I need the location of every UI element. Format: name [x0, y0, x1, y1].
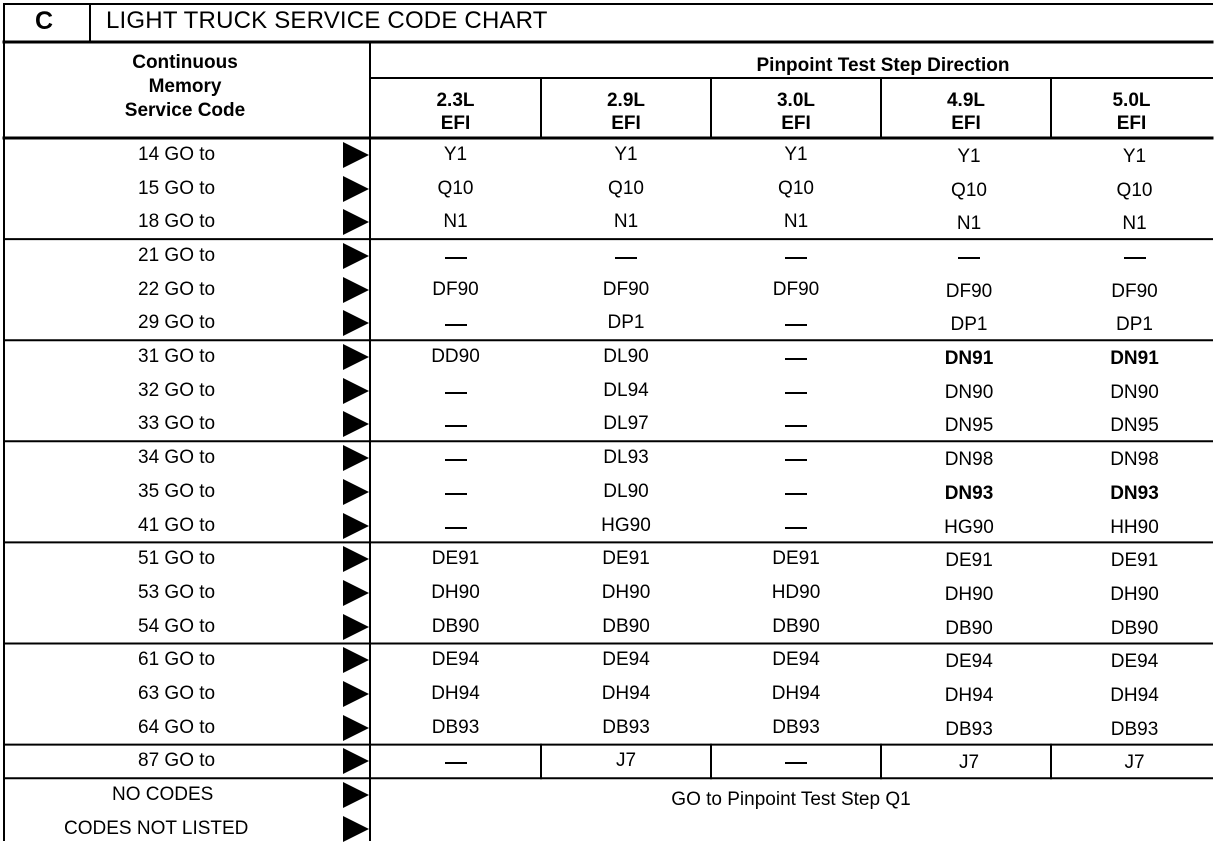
- not-applicable-dash: [785, 425, 807, 427]
- direction-arrow-icon: [343, 782, 369, 808]
- direction-arrow-icon: [343, 142, 369, 168]
- dash-mark: [785, 392, 807, 394]
- not-applicable-dash: [785, 324, 807, 326]
- test-step-value: HD90: [771, 581, 821, 603]
- dash-mark: [785, 459, 807, 461]
- test-step-value: N1: [783, 211, 809, 233]
- direction-arrow-icon: [343, 479, 369, 505]
- test-step-value: DN90: [1110, 381, 1159, 403]
- service-code-label: 51 GO to: [138, 548, 216, 570]
- test-step-value: Q10: [778, 177, 814, 199]
- service-code-label: 31 GO to: [138, 346, 216, 368]
- direction-arrow-icon: [343, 411, 369, 437]
- test-step-value: DN91: [944, 348, 994, 370]
- not-applicable-dash: [785, 358, 807, 360]
- dash-mark: [445, 392, 467, 394]
- dash-mark: [445, 324, 467, 326]
- header-pinpoint-direction: Pinpoint Test Step Direction: [756, 55, 1010, 76]
- header-service-code: Service Code: [124, 100, 246, 121]
- dash-mark: [785, 324, 807, 326]
- dash-mark: [445, 527, 467, 529]
- test-step-value: DN95: [1110, 415, 1159, 437]
- test-step-value: DB93: [602, 716, 650, 738]
- service-code-label: 64 GO to: [138, 716, 216, 738]
- dash-mark: [445, 257, 467, 259]
- dash-mark: [615, 257, 637, 259]
- test-step-value: DE94: [1110, 651, 1159, 673]
- test-step-value: J7: [615, 750, 637, 772]
- test-step-value: DH90: [601, 581, 651, 603]
- service-code-label: 34 GO to: [138, 447, 216, 469]
- test-step-value: DP1: [607, 312, 645, 334]
- direction-arrow-icon: [343, 614, 369, 640]
- chart-letter: C: [35, 7, 54, 35]
- test-step-value: DL90: [603, 480, 649, 502]
- direction-arrow-icon: [343, 378, 369, 404]
- direction-arrow-icon: [343, 681, 369, 707]
- test-step-value: HH90: [1110, 516, 1159, 538]
- service-code-label: 41 GO to: [138, 514, 216, 536]
- footer-note: GO to Pinpoint Test Step Q1: [671, 789, 911, 811]
- test-step-value: DE91: [1110, 550, 1159, 572]
- direction-arrow-icon: [343, 310, 369, 336]
- direction-arrow-icon: [343, 176, 369, 202]
- not-applicable-dash: [445, 493, 467, 495]
- test-step-value: DE91: [431, 548, 480, 570]
- test-step-value: J7: [958, 752, 980, 774]
- test-step-value: DB93: [945, 718, 993, 740]
- test-step-value: DH90: [431, 581, 480, 603]
- engine-size-2: 3.0L: [776, 90, 816, 111]
- engine-size-3: 4.9L: [946, 90, 986, 111]
- test-step-value: DB90: [772, 615, 820, 637]
- test-step-value: Y1: [957, 145, 981, 167]
- test-step-value: Y1: [614, 143, 638, 165]
- service-code-label: 63 GO to: [138, 683, 216, 705]
- test-step-value: HG90: [944, 516, 994, 538]
- not-applicable-dash: [445, 762, 467, 764]
- test-step-value: DF90: [945, 280, 993, 302]
- engine-size-0: 2.3L: [436, 90, 475, 111]
- test-step-value: Q10: [437, 177, 474, 199]
- test-step-value: DB93: [1110, 718, 1159, 740]
- test-step-value: DB90: [431, 615, 480, 637]
- test-step-value: DB93: [431, 716, 480, 738]
- dash-mark: [785, 493, 807, 495]
- not-applicable-dash: [1124, 257, 1146, 259]
- test-step-value: DE94: [945, 651, 993, 673]
- not-applicable-dash: [785, 459, 807, 461]
- dash-mark: [445, 425, 467, 427]
- service-code-label: 35 GO to: [138, 480, 216, 502]
- test-step-value: Q10: [951, 179, 987, 201]
- test-step-value: DE94: [602, 649, 650, 671]
- not-applicable-dash: [445, 392, 467, 394]
- test-step-value: Q10: [608, 177, 644, 199]
- service-code-label: 22 GO to: [138, 278, 216, 300]
- not-applicable-dash: [785, 762, 807, 764]
- test-step-value: DP1: [1116, 314, 1153, 336]
- test-step-value: Q10: [1116, 179, 1153, 201]
- service-code-label: 14 GO to: [138, 143, 216, 165]
- test-step-value: DE91: [772, 548, 820, 570]
- test-step-value: DL90: [603, 346, 649, 368]
- test-step-value: DN93: [944, 482, 994, 504]
- test-step-value: DF90: [772, 278, 820, 300]
- test-step-value: DE94: [431, 649, 480, 671]
- direction-arrow-icon: [343, 445, 369, 471]
- test-step-value: DD90: [431, 346, 480, 368]
- test-step-value: DN93: [1110, 482, 1159, 504]
- test-step-value: DF90: [432, 278, 479, 300]
- engine-type-0: EFI: [440, 113, 471, 134]
- dash-mark: [785, 257, 807, 259]
- test-step-value: DP1: [950, 314, 988, 336]
- test-step-value: DB90: [1110, 617, 1159, 639]
- engine-type-3: EFI: [951, 113, 981, 134]
- test-step-value: Y1: [784, 143, 808, 165]
- service-code-label: 33 GO to: [138, 413, 216, 435]
- test-step-value: DB90: [602, 615, 650, 637]
- service-code-label: 15 GO to: [138, 177, 216, 199]
- no-codes-label: NO CODES: [112, 784, 214, 806]
- dash-mark: [445, 459, 467, 461]
- dash-mark: [445, 493, 467, 495]
- service-code-label: 29 GO to: [138, 312, 216, 334]
- not-applicable-dash: [785, 527, 807, 529]
- dash-mark: [785, 762, 807, 764]
- dash-mark: [785, 425, 807, 427]
- test-step-value: DH94: [1110, 685, 1159, 707]
- test-step-value: DE94: [772, 649, 820, 671]
- service-code-label: 21 GO to: [138, 244, 216, 266]
- not-applicable-dash: [785, 392, 807, 394]
- direction-arrow-icon: [343, 513, 369, 539]
- engine-type-2: EFI: [781, 113, 811, 134]
- not-applicable-dash: [958, 257, 980, 259]
- test-step-value: DN91: [1110, 348, 1159, 370]
- direction-arrow-icon: [343, 748, 369, 774]
- test-step-value: DH94: [944, 685, 994, 707]
- test-step-value: Y1: [1122, 145, 1147, 167]
- direction-arrow-icon: [343, 715, 369, 741]
- dash-mark: [958, 257, 980, 259]
- direction-arrow-icon: [343, 277, 369, 303]
- not-applicable-dash: [445, 459, 467, 461]
- not-applicable-dash: [445, 257, 467, 259]
- test-step-value: J7: [1124, 752, 1145, 774]
- direction-arrow-icon: [343, 816, 369, 842]
- service-code-label: 61 GO to: [138, 649, 216, 671]
- service-code-label: 87 GO to: [138, 750, 216, 772]
- test-step-value: DE91: [602, 548, 650, 570]
- test-step-value: DF90: [602, 278, 650, 300]
- test-step-value: DN98: [944, 449, 994, 471]
- service-code-label: 18 GO to: [138, 211, 216, 233]
- not-applicable-dash: [785, 257, 807, 259]
- dash-mark: [445, 762, 467, 764]
- not-applicable-dash: [445, 324, 467, 326]
- test-step-value: N1: [1122, 213, 1147, 235]
- test-step-value: HG90: [601, 514, 651, 536]
- test-step-value: DE91: [945, 550, 993, 572]
- header-memory: Memory: [148, 76, 222, 97]
- test-step-value: DF90: [1111, 280, 1158, 302]
- test-step-value: DB90: [945, 617, 993, 639]
- direction-arrow-icon: [343, 243, 369, 269]
- test-step-value: DN90: [944, 381, 994, 403]
- chart-title: LIGHT TRUCK SERVICE CODE CHART: [106, 7, 548, 34]
- test-step-value: DH94: [431, 683, 480, 705]
- dash-mark: [785, 358, 807, 360]
- test-step-value: N1: [613, 211, 639, 233]
- direction-arrow-icon: [343, 647, 369, 673]
- test-step-value: Y1: [443, 143, 468, 165]
- test-step-value: DH94: [601, 683, 651, 705]
- codes-not-listed-label: CODES NOT LISTED: [64, 817, 249, 839]
- direction-arrow-icon: [343, 546, 369, 572]
- test-step-value: N1: [956, 213, 982, 235]
- not-applicable-dash: [785, 493, 807, 495]
- test-step-value: DL94: [603, 379, 649, 401]
- test-step-value: DN95: [944, 415, 994, 437]
- not-applicable-dash: [445, 425, 467, 427]
- service-code-label: 53 GO to: [138, 581, 216, 603]
- test-step-value: DL97: [603, 413, 649, 435]
- test-step-value: DH90: [1110, 583, 1159, 605]
- engine-size-1: 2.9L: [606, 90, 646, 111]
- test-step-value: DH90: [944, 583, 994, 605]
- test-step-value: DB93: [772, 716, 820, 738]
- service-code-label: 54 GO to: [138, 615, 216, 637]
- dash-mark: [1124, 257, 1146, 259]
- test-step-value: N1: [443, 211, 468, 233]
- service-code-label: 32 GO to: [138, 379, 216, 401]
- engine-size-4: 5.0L: [1112, 90, 1151, 111]
- header-continuous: Continuous: [132, 52, 238, 73]
- test-step-value: DH94: [771, 683, 821, 705]
- not-applicable-dash: [615, 257, 637, 259]
- direction-arrow-icon: [343, 580, 369, 606]
- not-applicable-dash: [445, 527, 467, 529]
- direction-arrow-icon: [343, 209, 369, 235]
- test-step-value: DN98: [1110, 449, 1159, 471]
- direction-arrow-icon: [343, 344, 369, 370]
- test-step-value: DL93: [603, 447, 649, 469]
- engine-type-4: EFI: [1116, 113, 1147, 134]
- engine-type-1: EFI: [611, 113, 641, 134]
- dash-mark: [785, 527, 807, 529]
